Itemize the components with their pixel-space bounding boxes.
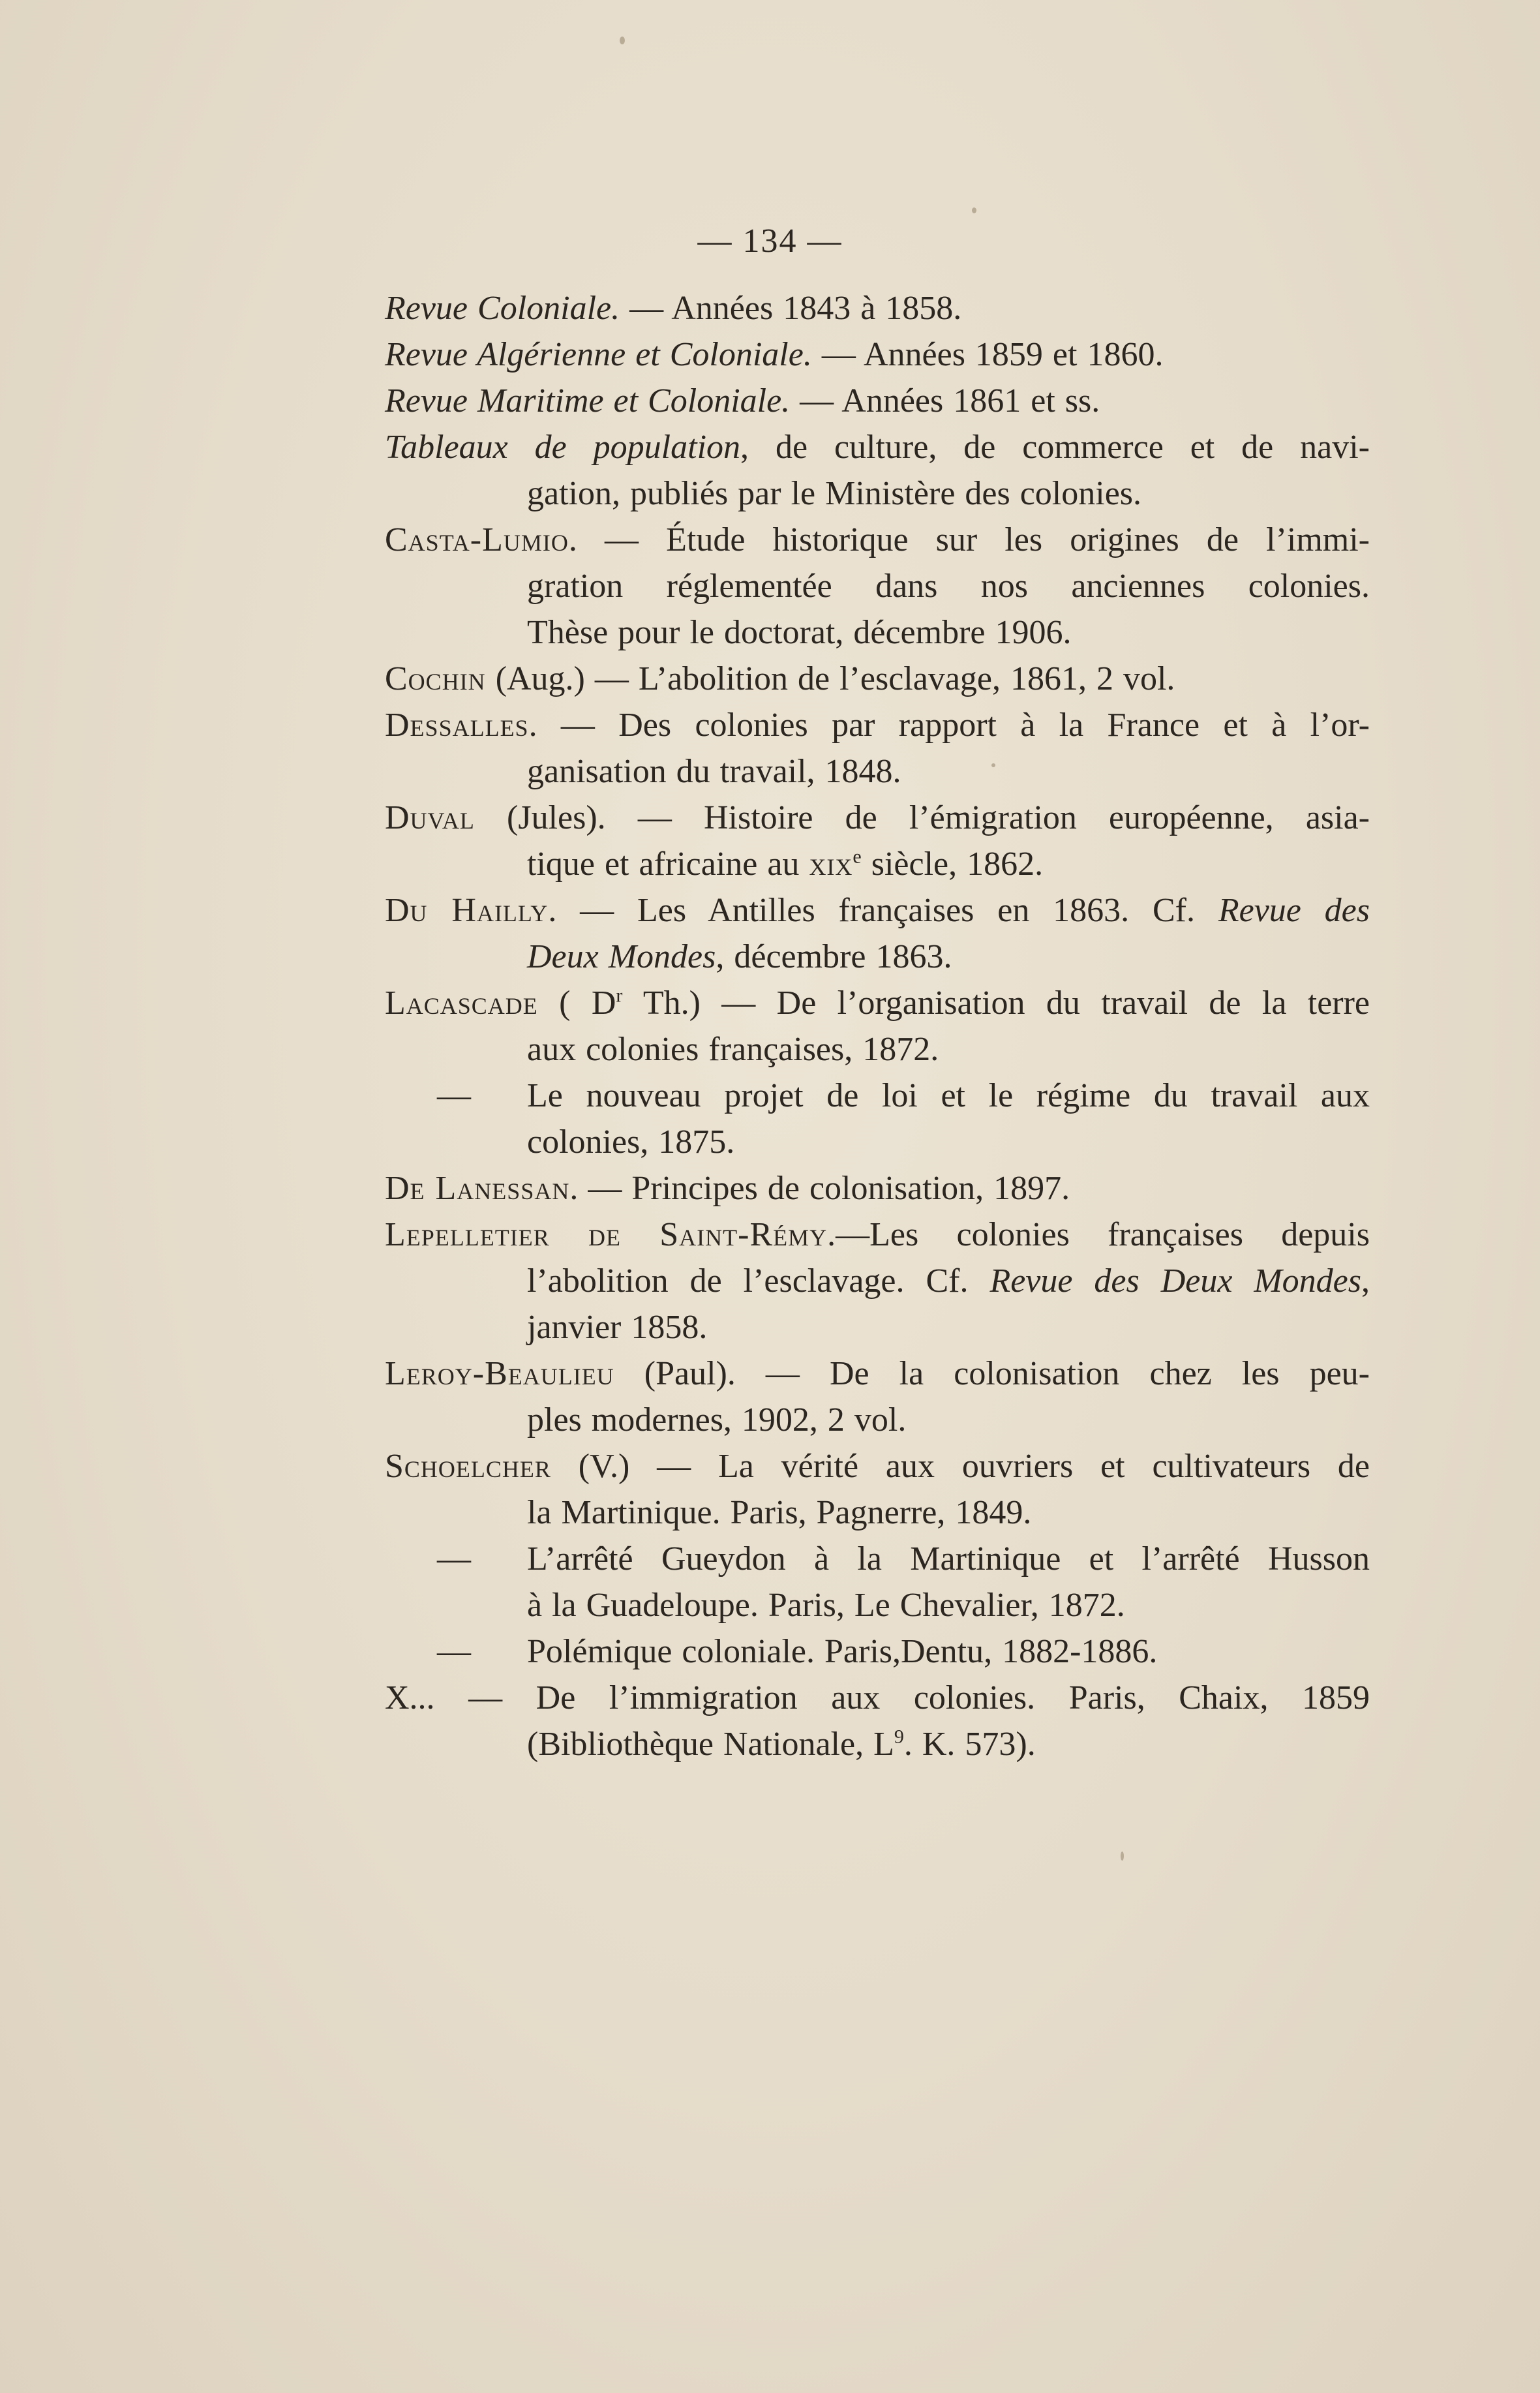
entry-text: Le nouveau projet de loi et le régime du travail aux — [527, 1077, 1370, 1114]
entry-author: Schoelcher — [385, 1448, 551, 1485]
entry-line — [385, 470, 1370, 517]
bibliography-entry — [385, 795, 1370, 887]
entry-line — [385, 934, 1370, 980]
entry-line — [385, 887, 1370, 934]
bibliography-entry — [385, 1073, 1370, 1165]
bibliography-entry — [385, 424, 1370, 517]
entry-line — [385, 1073, 1370, 1119]
entry-line — [385, 980, 1370, 1026]
entry-line — [385, 517, 1370, 563]
entry-text: aux colonies françaises, 1872. — [527, 1031, 939, 1068]
entry-text: ( D — [537, 984, 616, 1022]
repeat-author-dash: — — [437, 1077, 471, 1114]
entry-text: — Années 1859 et 1860. — [811, 336, 1164, 373]
entry-title: Deux Mondes — [527, 938, 716, 975]
entry-line — [385, 795, 1370, 841]
entry-title: Revue des — [1218, 892, 1370, 929]
entry-line — [385, 1026, 1370, 1073]
entry-text: L’arrêté Gueydon à la Martinique et l’arrêté Husson — [527, 1540, 1370, 1578]
entry-line — [385, 331, 1370, 378]
bibliography-entry — [385, 1165, 1370, 1212]
entry-author: Lepelletier de Saint-Rémy — [385, 1216, 828, 1253]
entry-text: (Paul). — De la colonisation chez les peu- — [614, 1355, 1370, 1392]
entry-text: tique et africaine au — [527, 846, 809, 883]
entry-text: la Martinique. Paris, Pagnerre, 1849. — [527, 1494, 1032, 1531]
bibliography-entry — [385, 331, 1370, 378]
entry-text: (Jules). — Histoire de l’émigration européenne, asia- — [474, 799, 1370, 836]
bibliography-entry — [385, 1628, 1370, 1675]
entry-line — [385, 1304, 1370, 1350]
superscript: e — [853, 846, 862, 868]
bibliography-entry — [385, 517, 1370, 656]
entry-line — [385, 1489, 1370, 1536]
entry-text: . K. 573). — [903, 1726, 1036, 1763]
repeat-author-dash: — — [437, 1633, 471, 1670]
entry-author: De Lanessan — [385, 1170, 570, 1207]
bibliography-entry — [385, 656, 1370, 702]
entry-line — [385, 1212, 1370, 1258]
entry-author: X... — — [385, 1679, 503, 1716]
entry-line — [385, 609, 1370, 656]
entry-text: Polémique coloniale. Paris,Dentu, 1882-1886. — [527, 1633, 1158, 1670]
entry-line — [385, 1258, 1370, 1304]
entry-text: (Bibliothèque Nationale, L — [527, 1726, 894, 1763]
entry-line — [385, 1350, 1370, 1397]
entry-title: Revue Algérienne et Coloniale. — [385, 336, 812, 373]
paper-speck — [620, 37, 625, 44]
entry-text: . — Des colonies par rapport à la France et à l’or- — [528, 707, 1370, 744]
entry-text: (V.) — La vérité aux ouvriers et cultivateurs de — [551, 1448, 1370, 1485]
entry-title: Revue Coloniale. — [385, 290, 620, 327]
entry-text: gration réglementée dans nos anciennes colonies. — [527, 568, 1370, 605]
paper-speck — [972, 207, 976, 213]
entry-line — [385, 1675, 1370, 1721]
entry-text: colonies, 1875. — [527, 1123, 735, 1161]
entry-title: Revue Maritime et Coloniale. — [385, 382, 791, 419]
page-number: — 134 — — [697, 222, 843, 260]
entry-text: , — [1361, 1262, 1370, 1300]
bibliography-entry — [385, 980, 1370, 1073]
entry-author: Dessalles — [385, 707, 529, 744]
entry-text: Th.) — De l’organisation du travail de la terre — [622, 984, 1370, 1022]
entry-line — [385, 1397, 1370, 1443]
entry-text: . — Les Antilles françaises en 1863. Cf. — [548, 892, 1218, 929]
superscript: r — [616, 984, 623, 1007]
entry-text: De l’immigration aux colonies. Paris, Chaix, 1859 — [502, 1679, 1370, 1716]
entry-author: Casta-Lumio — [385, 521, 569, 558]
entry-line — [385, 1119, 1370, 1165]
entry-text: . — Étude historique sur les origines de l’immi- — [568, 521, 1370, 558]
entry-line — [385, 656, 1370, 702]
entry-text: à la Guadeloupe. Paris, Le Chevalier, 1872. — [527, 1587, 1125, 1624]
entry-text: janvier 1858. — [527, 1309, 708, 1346]
entry-author: Duval — [385, 799, 475, 836]
entry-text: — Années 1843 à 1858. — [620, 290, 962, 327]
entry-text: .—Les colonies françaises depuis — [827, 1216, 1370, 1253]
entry-line — [385, 1628, 1370, 1675]
entry-text: — Années 1861 et ss. — [790, 382, 1100, 419]
entry-author: Leroy-Beaulieu — [385, 1355, 614, 1392]
entry-line — [385, 1536, 1370, 1582]
entry-text: , décembre 1863. — [716, 938, 952, 975]
entry-text: gation, publiés par le Ministère des colonies. — [527, 475, 1142, 512]
entry-text: l’abolition de l’esclavage. Cf. — [527, 1262, 990, 1300]
entry-text: , de culture, de commerce et de navi- — [740, 429, 1370, 466]
bibliography-entry — [385, 1536, 1370, 1628]
entry-line — [385, 702, 1370, 748]
bibliography-entry — [385, 378, 1370, 424]
entry-line — [385, 378, 1370, 424]
entry-text: ganisation du travail, 1848. — [527, 753, 901, 790]
entry-text: ples modernes, 1902, 2 vol. — [527, 1401, 907, 1439]
entry-author: Du Hailly — [385, 892, 549, 929]
entry-line — [385, 841, 1370, 887]
entry-line — [385, 424, 1370, 470]
entry-line — [385, 1582, 1370, 1628]
paper-speck — [1121, 1852, 1124, 1861]
century-numeral: xix — [809, 846, 853, 883]
entry-line — [385, 1443, 1370, 1489]
bibliography-entry — [385, 1675, 1370, 1767]
entry-line — [385, 1165, 1370, 1212]
bibliography-list — [385, 285, 1370, 1767]
entry-text: (Aug.) — L’abolition de l’esclavage, 1861, 2 vol. — [485, 660, 1175, 697]
repeat-author-dash: — — [437, 1540, 471, 1578]
entry-text: . — Principes de colonisation, 1897. — [569, 1170, 1070, 1207]
entry-line — [385, 563, 1370, 609]
entry-title: Revue des Deux Mondes — [989, 1262, 1362, 1300]
bibliography-entry — [385, 1443, 1370, 1536]
bibliography-entry — [385, 285, 1370, 331]
entry-line — [385, 748, 1370, 795]
entry-text: Thèse pour le doctorat, décembre 1906. — [527, 614, 1072, 651]
entry-author: Lacascade — [385, 984, 538, 1022]
entry-text: siècle, 1862. — [861, 846, 1044, 883]
superscript: 9 — [894, 1726, 904, 1748]
entry-title: Tableaux de population — [385, 429, 741, 466]
entry-author: Cochin — [385, 660, 486, 697]
bibliography-entry — [385, 1350, 1370, 1443]
bibliography-entry — [385, 702, 1370, 795]
entry-line — [385, 1721, 1370, 1767]
bibliography-entry — [385, 887, 1370, 980]
bibliography-entry — [385, 1212, 1370, 1350]
entry-line — [385, 285, 1370, 331]
